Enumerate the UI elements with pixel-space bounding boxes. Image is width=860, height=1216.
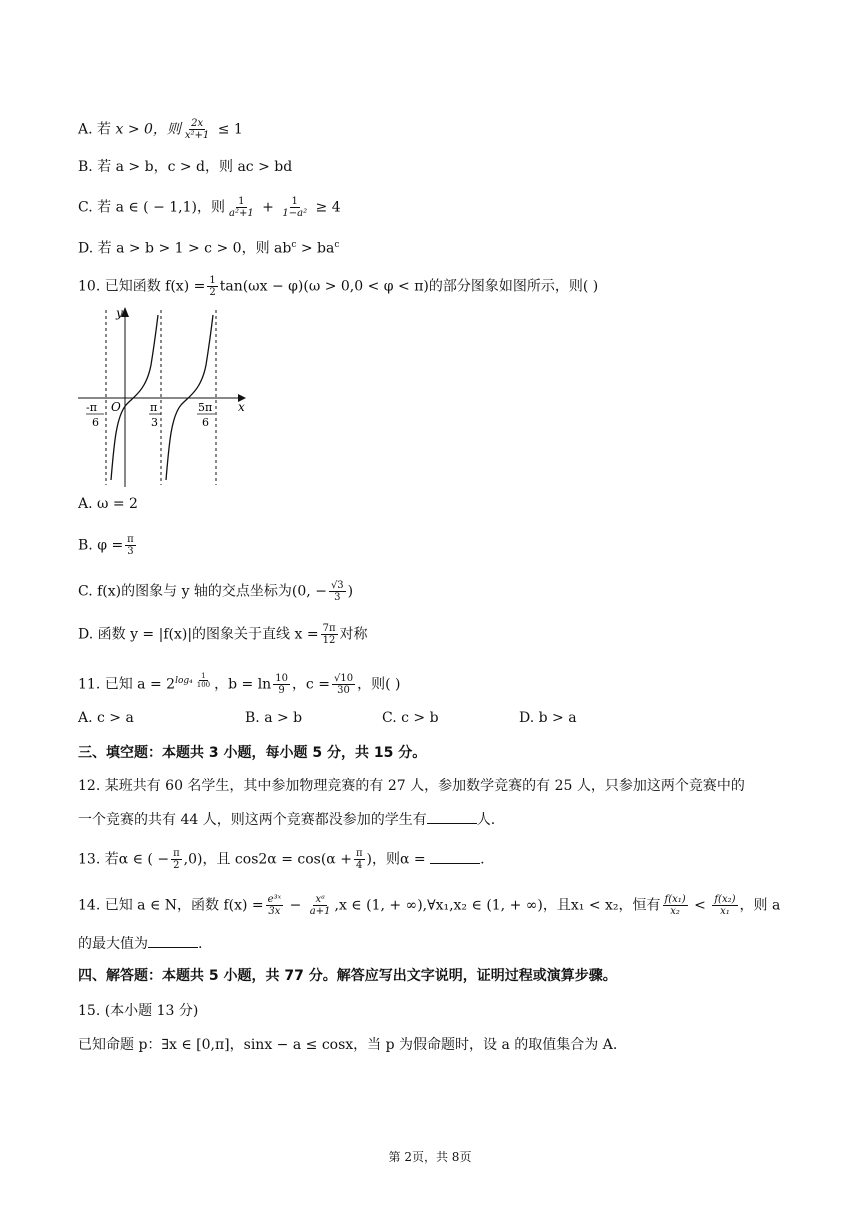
section-4-heading: 四、解答题：本题共 5 小题，共 77 分。解答应写出文字说明，证明过程或演算步骤。: [78, 968, 617, 984]
y-label: y: [116, 306, 123, 320]
q9-option-b: B. 若 a > b，c > d，则 ac > bd: [78, 159, 293, 175]
q9-option-d: D. 若 a > b > 1 > c > 0，则 $ab^c > ba^c$: [78, 240, 340, 257]
q10-option-d: D. 函数 y = |f(x)|的图象关于直线 x = $\frac{7\pi}{12}$ 对称: [78, 623, 368, 646]
q10-option-b: B. φ = $\frac{\pi}{3}$: [78, 534, 134, 557]
q12-line1: 12. 某班共有 60 名学生，其中参加物理竞赛的有 27 人，参加数学竞赛的有 25 人，只参加这两个竞赛中的: [78, 778, 745, 794]
q13-answer-blank: [430, 851, 480, 864]
q14-line2: 的最大值为 .: [78, 936, 203, 952]
page-footer: 第 2页，共 8页: [388, 1150, 472, 1164]
q11-stem: 11. 已知 $a = 2^{log_4 \frac{1}{100}}$ ，b = ln $\frac{10}{9}$ ，c = $\frac{√10}{30}$ ，则( ): [78, 672, 401, 697]
q12-answer-blank: [427, 811, 477, 824]
q13: 13. 若α ∈ ( − $\frac{\pi}{2}$ ,0)，且 cos2α = cos(α + $\frac{\pi}{4}$ )，则α = .: [78, 848, 485, 871]
q15-title: 15. (本小题 13 分): [78, 1003, 199, 1019]
q10-option-c: C. f(x)的图象与 y 轴的交点坐标为(0, − $\frac{√3}{3}$ ): [78, 580, 354, 603]
pi3-den-label: 3: [151, 416, 158, 429]
q11-option-d: D. b > a: [519, 710, 577, 726]
q9-option-a: A. 若 x > 0，则 $\frac{2x}{\text{x²+1}}$ ≤ 1: [78, 118, 243, 141]
q9-option-c: C. 若 a ∈ ( − 1,1)，则 $\frac{1}{\text{a²+1}}$ + $\frac{1}{\text{1−a²}}$ ≥ 4: [78, 196, 341, 219]
q11-options: [78, 708, 778, 728]
q12-line2: 一个竞赛的共有 44 人，则这两个竞赛都没参加的学生有 人.: [78, 812, 496, 828]
q15-body: 已知命题 p：∃x ∈ [0,π]，sinx − a ≤ cosx，当 p 为假命题时，设 a 的取值集合为 A.: [78, 1037, 618, 1053]
p56-den-label: 6: [202, 416, 209, 429]
q11-option-c: C. c > b: [382, 710, 439, 726]
p56-num-label: 5π: [198, 401, 213, 414]
x-label: x: [238, 400, 245, 414]
neg-pi-label: -π: [86, 401, 97, 414]
q14-answer-blank: [148, 935, 198, 948]
neg-six-label: 6: [92, 416, 99, 429]
origin-label: O: [111, 400, 121, 414]
q14-line1: 14. 已知 a ∈ N，函数 f(x) = $\frac{\text{e³ˣ}}{3x}$ − $\frac{\text{xᵃ}}{a+1}$ ,x ∈ (1, + ∞),∀x₁,x₂ ∈ (1, + ∞)，且x₁ < x₂，恒有 $\frac{\text{f(x₁)}}{\text{x₂}}$ < $\frac{\text{f(x₂)}}{\text{x₁}}$ ，则 a: [78, 894, 781, 917]
pi3-num-label: π: [150, 401, 158, 414]
q11-option-a: A. c > a: [78, 710, 134, 726]
section-3-heading: 三、填空题：本题共 3 小题，每小题 5 分，共 15 分。: [78, 745, 427, 761]
q10-option-a: A. ω = 2: [78, 496, 138, 512]
q11-option-b: B. a > b: [245, 710, 303, 726]
q10-stem: 10. 已知函数 f(x) = $\frac{1}{2}$ tan(ωx − φ)(ω > 0,0 < φ < π)的部分图象如图所示，则( ): [78, 275, 599, 298]
tangent-graph: [78, 305, 253, 487]
